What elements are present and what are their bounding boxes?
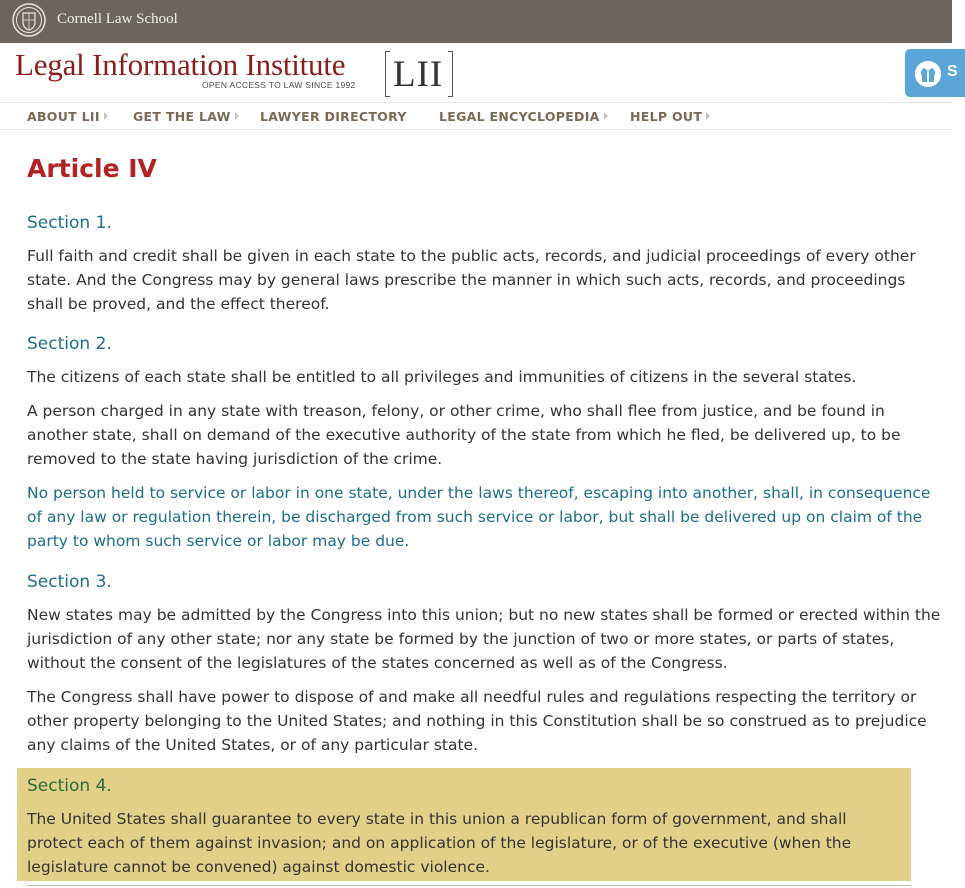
logo-bracket-left [385,51,390,97]
section-paragraph: A person charged in any state with treason, felony, or other crime, who shall flee from justice, and be found in another state, shall on demand of the executive authority of the state from which he fled, be delivered up, to be removed to the state having jurisdiction of the crime. [27,402,901,468]
support-tab-label: S [947,63,958,80]
nav-label: LEGAL ENCYCLOPEDIA [439,109,600,124]
section-heading: Section 4. [27,776,112,796]
nav-label: HELP OUT [630,109,703,124]
section-paragraph: The United States shall guarantee to every state in this union a republican form of government, and shall protect each of them against invasion; and on application of the legislature, or of the executive (when the legislature cannot be convened) against domestic violence. [27,810,852,876]
site-title[interactable]: Legal Information Institute [15,47,346,82]
lii-logo[interactable] [385,51,453,97]
cornell-law-school-link[interactable]: Cornell Law School [57,11,178,27]
cornell-seal-icon[interactable] [12,3,46,37]
chevron-right-icon [235,112,239,120]
lii-header [0,43,958,103]
nav-lawyer-directory[interactable] [260,109,407,124]
chevron-right-icon [104,112,108,120]
section-paragraph: Full faith and credit shall be given in each state to the public acts, records, and judicial proceedings of every other state. And the Congress may by general laws prescribe the manner in which such acts, records, and proceedings shall be proved, and the effect thereof. [27,247,916,313]
gift-icon [915,61,941,87]
support-tab-button[interactable] [905,49,965,97]
section-heading: Section 2. [27,334,112,354]
section-paragraph: New states may be admitted by the Congress into this union; but no new states shall be formed or erected within the jurisdiction of any other state; nor any state be formed by the junction of two or more states, or parts of states, without the consent of the legislatures of the states concerned as well as of the Congress. [27,606,941,672]
nav-label: LAWYER DIRECTORY [260,109,407,124]
nav-get-the-law[interactable] [133,109,239,124]
section-heading: Section 3. [27,572,112,592]
nav-about-lii[interactable] [27,109,108,124]
section-paragraph: The Congress shall have power to dispose of and make all needful rules and regulations respecting the territory or other property belonging to the United States; and nothing in this Constitution shall be so construed as to prejudice any claims of the United States, or of any particular state. [27,688,927,754]
nav-label: ABOUT LII [27,109,100,124]
site-tagline: OPEN ACCESS TO LAW SINCE 1992 [202,80,356,90]
lii-logo-text: LII [393,54,444,95]
superseded-paragraph-link[interactable]: No person held to service or labor in one state, under the laws thereof, escaping into another, shall, in consequence of any law or regulation therein, be discharged from such service or labor, but shall be delivered up on claim of the party to whom such service or labor may be due. [27,484,931,550]
chevron-right-icon [604,112,608,120]
nav-label: GET THE LAW [133,109,231,124]
cornell-top-bar [0,0,952,43]
logo-bracket-right [448,51,453,97]
nav-help-out[interactable] [630,109,710,124]
chevron-right-icon [706,112,710,120]
nav-legal-encyclopedia[interactable] [439,109,608,124]
main-nav [0,102,952,130]
bottom-divider [27,885,912,886]
section-heading: Section 1. [27,213,112,233]
article-title: Article IV [27,154,157,183]
section-paragraph: The citizens of each state shall be entitled to all privileges and immunities of citizens in the several states. [27,368,857,386]
